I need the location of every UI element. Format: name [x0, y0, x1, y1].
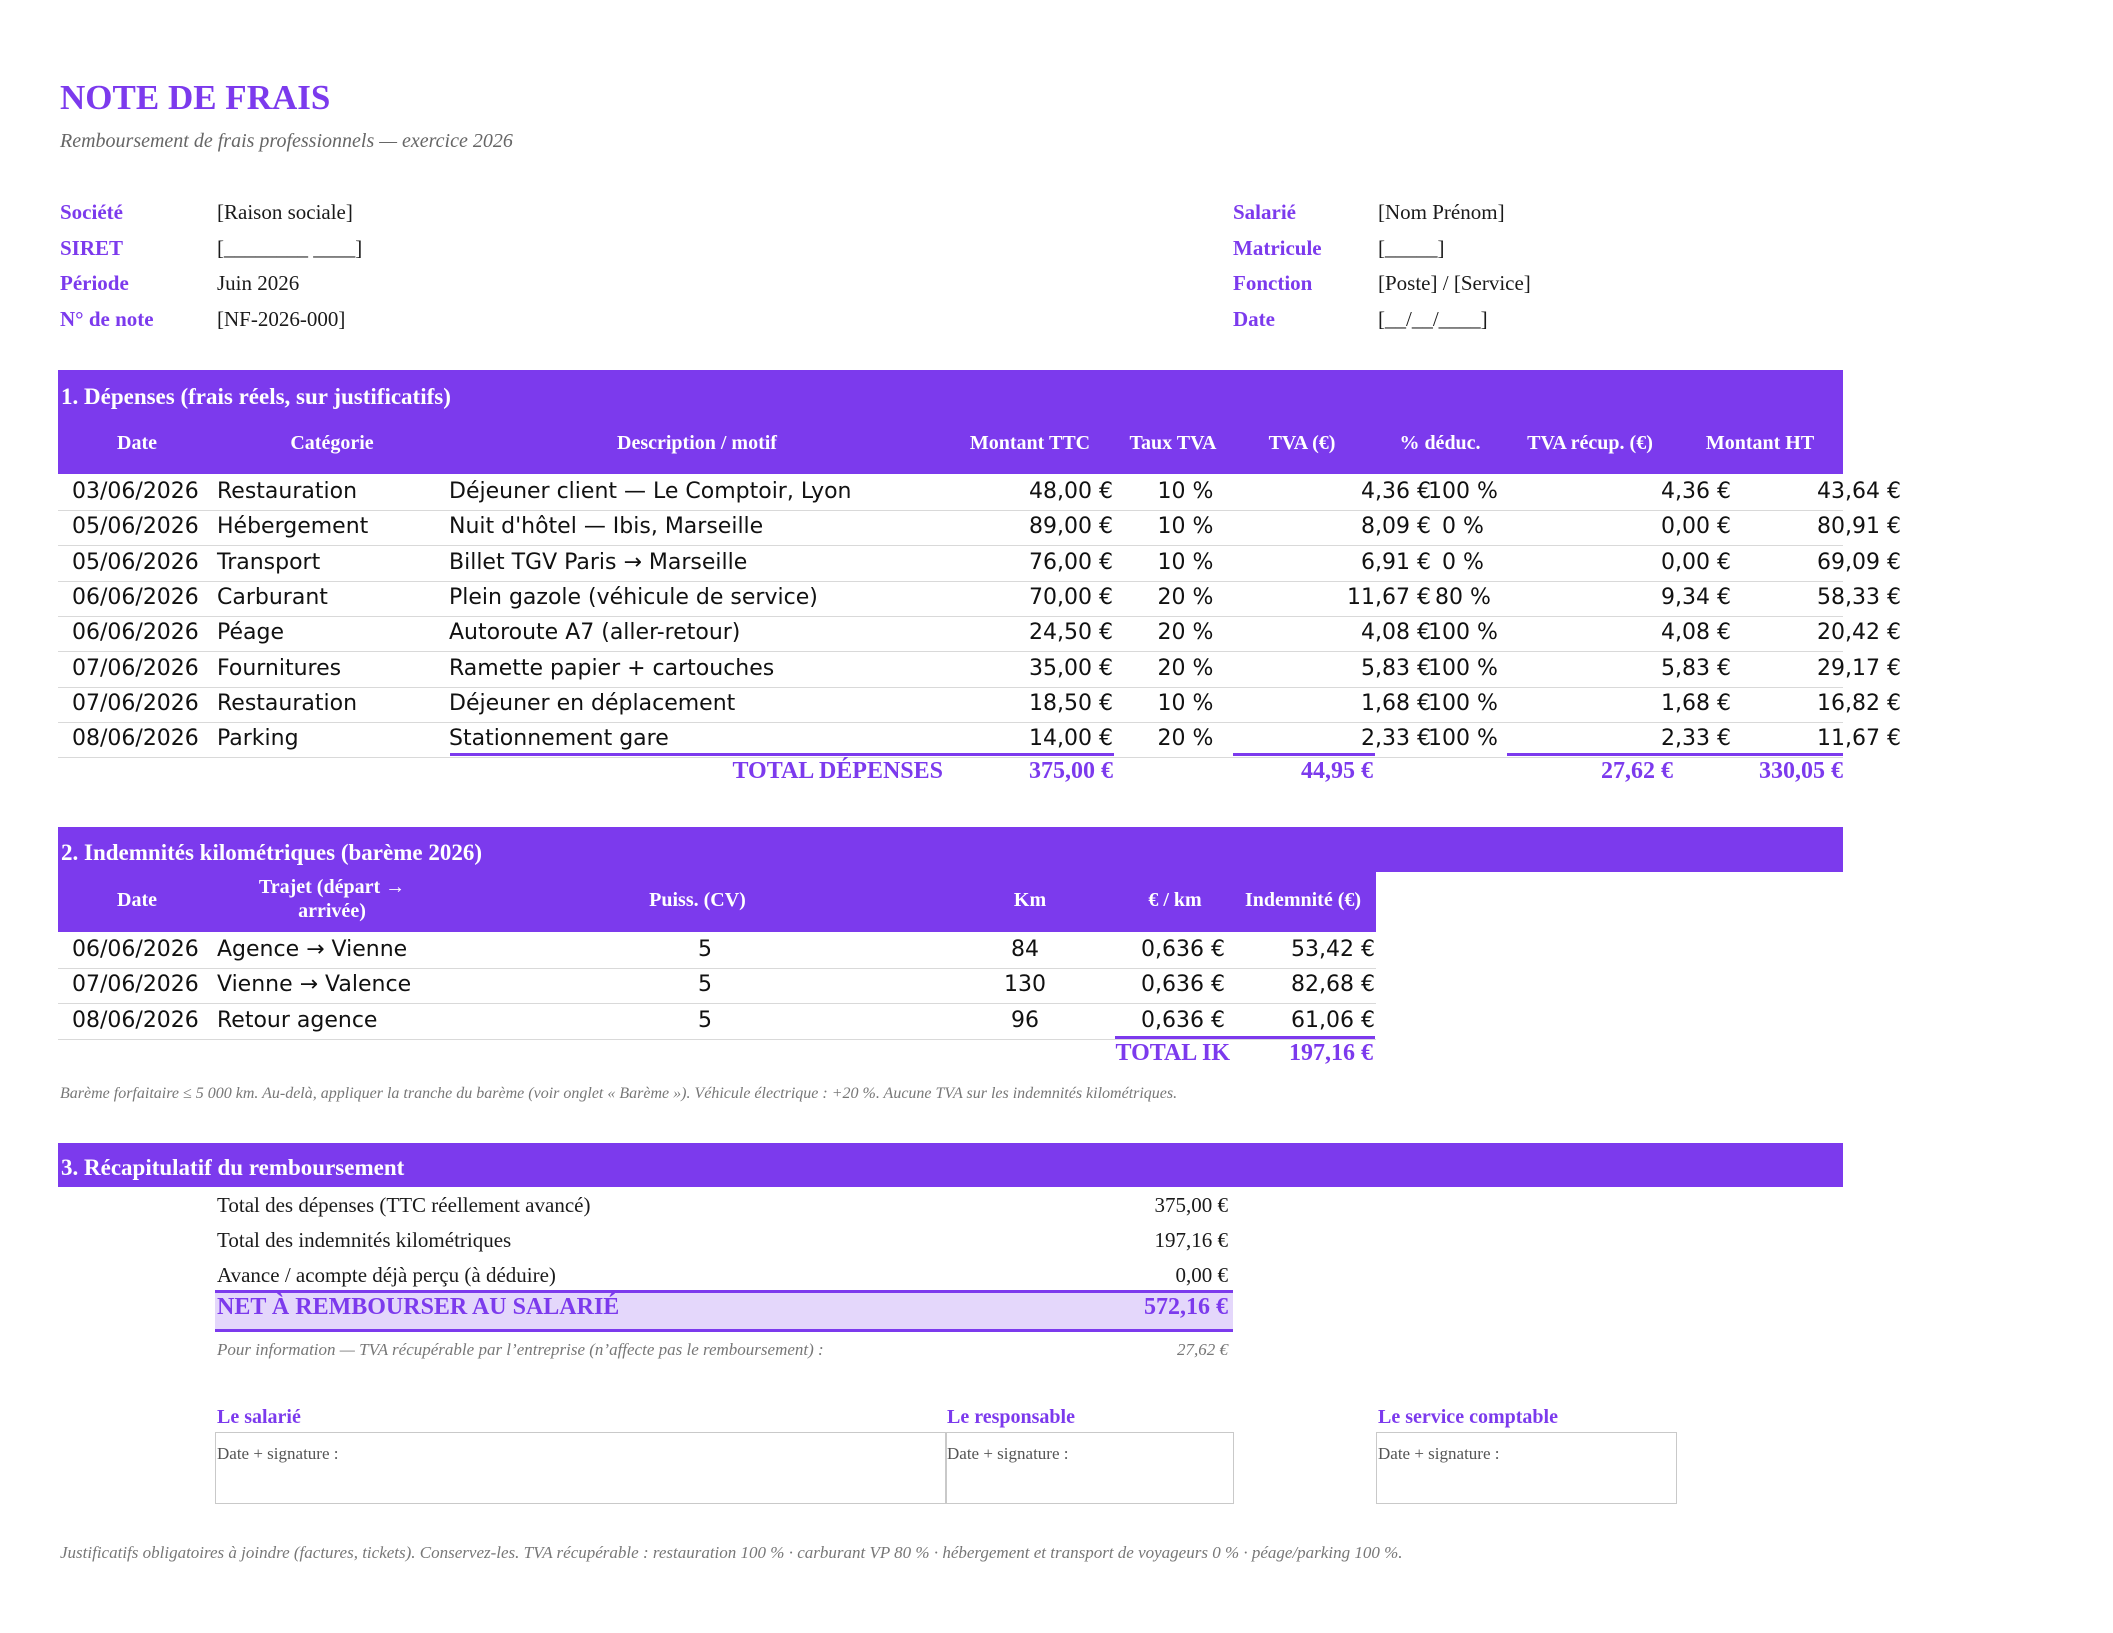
cell-description: Autoroute A7 (aller-retour) [449, 620, 741, 646]
cell-deduc: 0 % [1442, 549, 1484, 575]
info-label-matricule: Matricule [1233, 236, 1322, 260]
cell-deduc: 100 % [1428, 655, 1498, 681]
signature-salarie-prompt: Date + signature : [217, 1444, 339, 1463]
cell-tva: 11,67 € [1347, 584, 1431, 610]
cell-ik-eur-km: 0,636 € [1141, 937, 1225, 962]
expenses-section-title: 1. Dépenses (frais réels, sur justificatifs) [61, 384, 451, 409]
cell-montant-ht: 58,33 € [1817, 584, 1901, 610]
cell-montant-ttc: 70,00 € [1029, 584, 1113, 610]
cell-tva-recup: 4,08 € [1661, 620, 1731, 646]
cell-ik-eur-km: 0,636 € [1141, 1007, 1225, 1033]
cell-tva-recup: 0,00 € [1661, 514, 1731, 540]
col-categorie: Catégorie [290, 432, 374, 454]
info-label-periode: Période [60, 271, 129, 295]
col-tva-recup: TVA récup. (€) [1527, 432, 1653, 454]
table-row [58, 652, 1901, 688]
signature-salarie-title: Le salarié [217, 1406, 301, 1428]
cell-deduc: 80 % [1435, 584, 1491, 610]
cell-tva: 5,83 € [1361, 655, 1431, 681]
col-ik-trajet: Trajet (départ → [258, 876, 406, 898]
info-value-matricule: [_____] [1378, 236, 1445, 260]
cell-tva-recup: 5,83 € [1661, 655, 1731, 681]
cell-montant-ttc: 14,00 € [1029, 726, 1113, 752]
cell-description: Déjeuner client — Le Comptoir, Lyon [449, 479, 852, 504]
cell-montant-ht: 69,09 € [1817, 549, 1901, 575]
net-value: 572,16 € [1144, 1294, 1228, 1320]
page-subtitle: Remboursement de frais professionnels — exercice 2026 [60, 130, 513, 152]
info-label-numero: N° de note [60, 307, 154, 331]
net-label: NET À REMBOURSER AU SALARIÉ [217, 1294, 620, 1320]
table-row [58, 581, 1901, 617]
cell-taux-tva: 20 % [1157, 726, 1214, 752]
summary-label-ik: Total des indemnités kilométriques [217, 1228, 512, 1252]
info-value-numero: [NF-2026-000] [217, 307, 346, 331]
info-value-salarie: [Nom Prénom] [1378, 200, 1505, 224]
cell-ik-date: 07/06/2026 [72, 972, 199, 998]
expenses-total-tva-recup: 27,62 € [1601, 758, 1673, 784]
col-ik-puissance: Puiss. (CV) [649, 889, 746, 911]
cell-montant-ttc: 89,00 € [1029, 514, 1113, 540]
cell-montant-ht: 11,67 € [1817, 726, 1901, 752]
summary-label-depenses: Total des dépenses (TTC réellement avancé) [217, 1193, 591, 1217]
cell-categorie: Transport [217, 549, 321, 575]
signature-comptable-prompt: Date + signature : [1378, 1444, 1500, 1463]
col-ik-trajet-2: arrivée) [298, 900, 366, 922]
cell-date: 06/06/2026 [72, 584, 199, 610]
cell-deduc: 100 % [1428, 690, 1498, 716]
info-tva-label: Pour information — TVA récupérable par l’entreprise (n’affecte pas le remboursement) : [217, 1340, 824, 1359]
cell-date: 08/06/2026 [72, 726, 199, 752]
cell-categorie: Restauration [217, 690, 358, 716]
cell-description: Billet TGV Paris → Marseille [449, 549, 748, 575]
cell-deduc: 100 % [1428, 726, 1498, 752]
cell-ik-indemnite: 53,42 € [1291, 937, 1375, 962]
signature-comptable-box[interactable] [1376, 1432, 1677, 1504]
cell-tva: 4,08 € [1361, 620, 1431, 646]
page-title: NOTE DE FRAIS [60, 78, 331, 117]
cell-categorie: Carburant [217, 584, 328, 610]
cell-taux-tva: 10 % [1157, 479, 1214, 504]
expenses-total-ttc: 375,00 € [1029, 758, 1113, 784]
info-tva-value: 27,62 € [1177, 1340, 1228, 1359]
cell-categorie: Parking [217, 726, 299, 752]
cell-tva-recup: 0,00 € [1661, 549, 1731, 575]
mileage-note: Barème forfaitaire ≤ 5 000 km. Au-delà, appliquer la tranche du barème (voir onglet « Barème »). Véhicule électrique : +20 %. Aucune TVA sur les indemnités kilométriques. [60, 1085, 1178, 1102]
cell-tva-recup: 9,34 € [1661, 584, 1731, 610]
cell-tva: 8,09 € [1361, 514, 1431, 540]
cell-categorie: Hébergement [217, 514, 369, 540]
info-label-date: Date [1233, 307, 1275, 331]
cell-ik-trajet: Agence → Vienne [217, 937, 408, 962]
cell-deduc: 100 % [1428, 479, 1498, 504]
cell-ik-date: 06/06/2026 [72, 937, 199, 962]
cell-montant-ht: 80,91 € [1817, 514, 1901, 540]
cell-tva: 1,68 € [1361, 690, 1431, 716]
cell-montant-ttc: 48,00 € [1029, 479, 1113, 504]
col-ik-indemnite: Indemnité (€) [1244, 889, 1362, 911]
cell-ik-trajet: Vienne → Valence [217, 972, 412, 998]
cell-taux-tva: 20 % [1157, 584, 1214, 610]
cell-date: 06/06/2026 [72, 620, 199, 646]
cell-ik-km: 96 [1011, 1007, 1039, 1033]
cell-ik-puissance: 5 [698, 1007, 712, 1033]
col-ik-date: Date [117, 889, 157, 911]
cell-deduc: 0 % [1442, 514, 1484, 540]
cell-ik-puissance: 5 [698, 972, 712, 998]
info-label-societe: Société [60, 200, 123, 224]
cell-ik-km: 84 [1011, 937, 1039, 962]
mileage-total-label: TOTAL IK [1115, 1040, 1230, 1066]
info-value-siret: [________ ____] [217, 236, 363, 260]
underline-recup-ht [1507, 753, 1843, 756]
cell-tva-recup: 1,68 € [1661, 690, 1731, 716]
info-label-fonction: Fonction [1233, 271, 1313, 295]
info-value-fonction: [Poste] / [Service] [1378, 271, 1531, 295]
cell-ik-indemnite: 82,68 € [1291, 972, 1375, 998]
cell-date: 07/06/2026 [72, 690, 199, 716]
signature-responsable-title: Le responsable [947, 1406, 1075, 1428]
cell-description: Déjeuner en déplacement [449, 690, 736, 716]
cell-description: Ramette papier + cartouches [449, 655, 775, 681]
col-taux-tva: Taux TVA [1129, 432, 1217, 454]
mileage-section-title: 2. Indemnités kilométriques (barème 2026) [61, 840, 482, 865]
cell-tva: 2,33 € [1361, 726, 1431, 752]
info-label-salarie: Salarié [1233, 200, 1296, 224]
expenses-total-ht: 330,05 € [1759, 758, 1843, 784]
col-ik-km: Km [1013, 889, 1047, 911]
cell-description: Plein gazole (véhicule de service) [449, 584, 818, 610]
cell-deduc: 100 % [1428, 620, 1498, 646]
summary-value-ik: 197,16 € [1154, 1228, 1228, 1252]
cell-taux-tva: 20 % [1157, 655, 1214, 681]
cell-montant-ttc: 24,50 € [1029, 620, 1113, 646]
cell-tva-recup: 2,33 € [1661, 726, 1731, 752]
cell-date: 05/06/2026 [72, 549, 199, 575]
table-row [58, 1004, 1376, 1040]
cell-description: Stationnement gare [449, 726, 669, 752]
signature-responsable-prompt: Date + signature : [947, 1444, 1069, 1463]
cell-montant-ht: 29,17 € [1817, 655, 1901, 681]
cell-tva: 6,91 € [1361, 549, 1431, 575]
cell-ik-date: 08/06/2026 [72, 1007, 199, 1033]
summary-value-avance: 0,00 € [1175, 1263, 1228, 1287]
cell-date: 07/06/2026 [72, 655, 199, 681]
cell-montant-ht: 16,82 € [1817, 690, 1901, 716]
col-tva: TVA (€) [1268, 432, 1336, 454]
underline-ik-total [1115, 1036, 1375, 1039]
underline-tva [1233, 753, 1375, 756]
cell-ik-indemnite: 61,06 € [1291, 1007, 1375, 1033]
cell-tva: 4,36 € [1361, 479, 1431, 504]
col-montant-ttc: Montant TTC [969, 432, 1091, 454]
expenses-total-label: TOTAL DÉPENSES [732, 758, 943, 784]
cell-ik-eur-km: 0,636 € [1141, 972, 1225, 998]
cell-montant-ttc: 18,50 € [1029, 690, 1113, 716]
expenses-total-tva: 44,95 € [1301, 758, 1373, 784]
table-row [58, 968, 1376, 1004]
info-value-date: [__/__/____] [1378, 307, 1488, 331]
table-row [58, 546, 1901, 582]
cell-taux-tva: 20 % [1157, 620, 1214, 646]
table-row [58, 933, 1376, 969]
cell-ik-trajet: Retour agence [217, 1007, 378, 1033]
table-row [58, 510, 1901, 546]
cell-montant-ttc: 76,00 € [1029, 549, 1113, 575]
cell-date: 05/06/2026 [72, 514, 199, 540]
cell-taux-tva: 10 % [1157, 690, 1214, 716]
summary-label-avance: Avance / acompte déjà perçu (à déduire) [217, 1263, 556, 1287]
cell-taux-tva: 10 % [1157, 514, 1214, 540]
cell-tva-recup: 4,36 € [1661, 479, 1731, 504]
table-row [58, 687, 1901, 723]
signature-comptable-title: Le service comptable [1378, 1406, 1558, 1428]
col-ik-eur-km: € / km [1148, 889, 1202, 911]
cell-categorie: Restauration [217, 479, 358, 504]
cell-montant-ttc: 35,00 € [1029, 655, 1113, 681]
footer-note: Justificatifs obligatoires à joindre (factures, tickets). Conservez-les. TVA récupérable : restauration 100 % · carburant VP 80 % · hébergement et transport de voyageurs 0 % · péage/parking 100 %. [60, 1543, 1403, 1562]
col-date: Date [117, 432, 157, 454]
col-description: Description / motif [617, 432, 777, 454]
table-row [58, 475, 1901, 511]
col-montant-ht: Montant HT [1705, 432, 1815, 454]
cell-date: 03/06/2026 [72, 479, 199, 504]
cell-description: Nuit d'hôtel — Ibis, Marseille [449, 514, 764, 540]
cell-categorie: Fournitures [217, 655, 342, 681]
cell-categorie: Péage [217, 620, 284, 646]
info-value-societe: [Raison sociale] [217, 200, 353, 224]
info-label-siret: SIRET [60, 236, 124, 260]
col-deduc: % déduc. [1399, 432, 1481, 454]
cell-montant-ht: 20,42 € [1817, 620, 1901, 646]
mileage-total-value: 197,16 € [1289, 1040, 1373, 1066]
underline-description-ttc [450, 753, 1114, 756]
cell-montant-ht: 43,64 € [1817, 479, 1901, 504]
signature-salarie-box[interactable] [215, 1432, 947, 1504]
table-row [58, 616, 1901, 652]
signature-responsable-box[interactable] [945, 1432, 1234, 1504]
summary-section-title: 3. Récapitulatif du remboursement [61, 1155, 405, 1180]
summary-value-depenses: 375,00 € [1154, 1193, 1228, 1217]
cell-ik-km: 130 [1004, 972, 1046, 998]
cell-ik-puissance: 5 [698, 937, 712, 962]
cell-taux-tva: 10 % [1157, 549, 1214, 575]
info-value-periode: Juin 2026 [217, 271, 300, 295]
